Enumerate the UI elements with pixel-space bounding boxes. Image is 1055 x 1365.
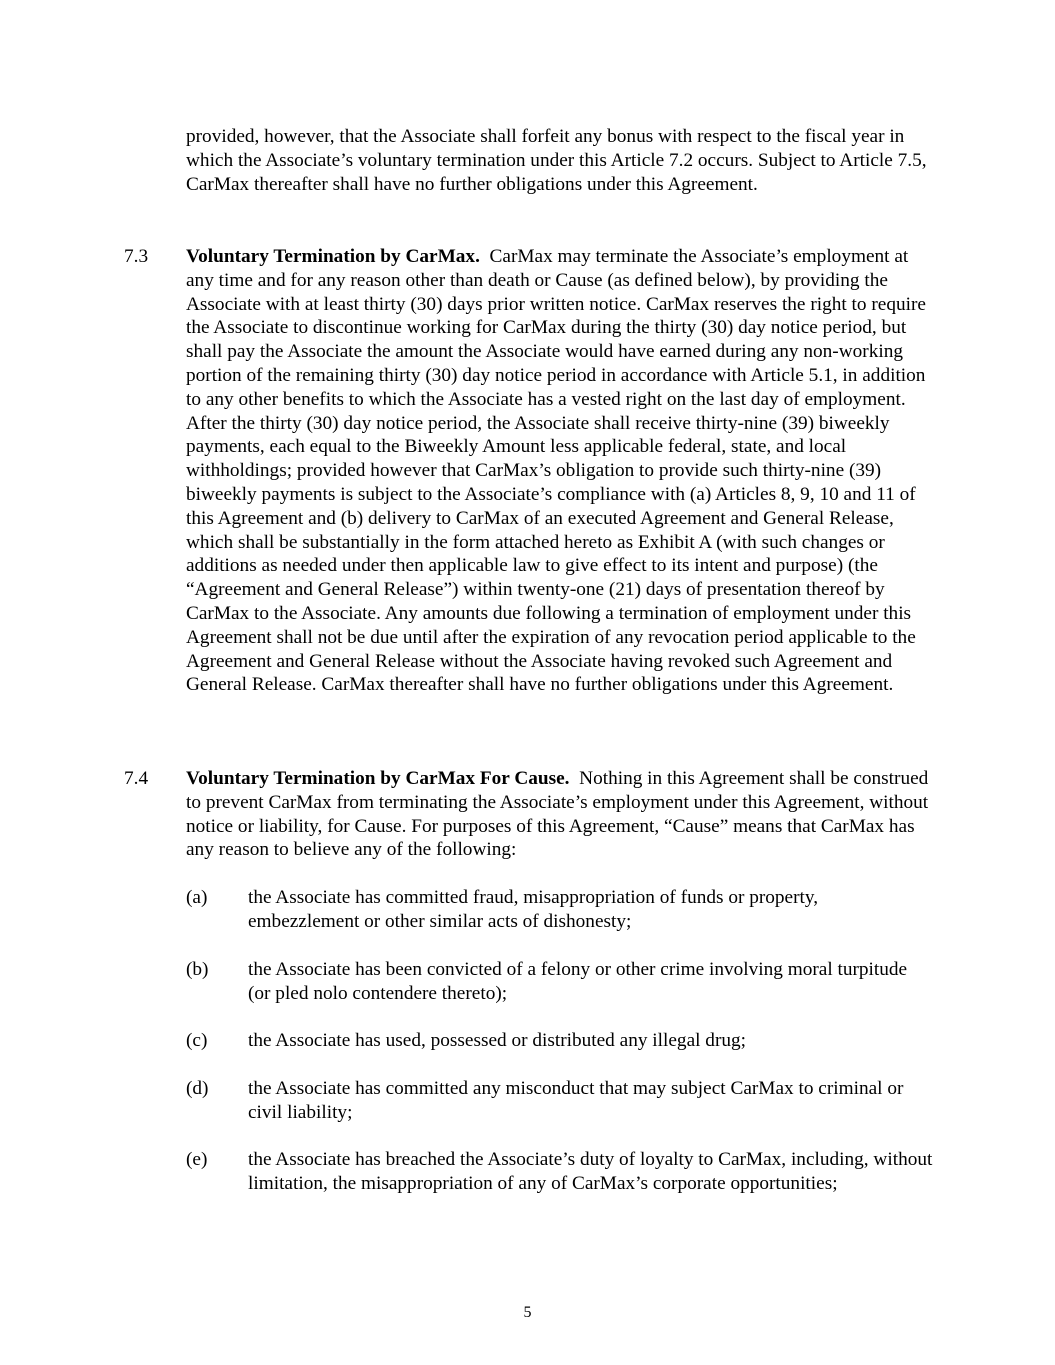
list-item [186, 958, 934, 1006]
section-text: CarMax may terminate the Associate’s employment at any time and for any reason other than death or Cause (as defined below), by providing the Associate with at least thirty (30) days prior written notice. CarMax reserves the right to require the Associate to discontinue working for CarMax during the thirty (30) day notice period, but shall pay the Associate the amount the Associate would have earned during any non-working portion of the remaining thirty (30) day notice period in accordance with Article 5.1, in addition to any other benefits to which the Associate has a vested right on the last day of employment. After the thirty (30) day notice period, the Associate shall receive thirty-nine (39) biweekly payments, each equal to the Biweekly Amount less applicable federal, state, and local withholdings; provided however that CarMax’s obligation to provide such thirty-nine (39) biweekly payments is subject to the Associate’s compliance with (a) Articles 8, 9, 10 and 11 of this Agreement and (b) delivery to CarMax of an executed Agreement and General Release, which shall be substantially in the form attached hereto as Exhibit A (with such changes or additions as needed under then applicable law to give effect to its intent and purpose) (the “Agreement and General Release”) within twenty-one (21) days of presentation thereof by CarMax to the Associate. Any amounts due following a termination of employment under this Agreement shall not be due until after the expiration of any revocation period applicable to the Agreement and General Release without the Associate having revoked such Agreement and General Release. CarMax thereafter shall have no further obligations under this Agreement. [186, 246, 926, 696]
continuation-paragraph: provided, however, that the Associate shall forfeit any bonus with respect to the fiscal year in which the Associate’s voluntary termination under this Article 7.2 occurs. Subject to Article 7.5, CarMax thereafter shall have no further obligations under this Agreement. [186, 126, 927, 195]
section-body [186, 767, 931, 862]
list-item-label: (c) [186, 1030, 208, 1051]
section-body [186, 245, 931, 697]
list-item-label: (d) [186, 1078, 209, 1099]
section-text: Nothing in this Agreement shall be construed to prevent CarMax from terminating the Associate’s employment under this Agreement, without notice or liability, for Cause. For purposes of this Agreement, “Cause” means that CarMax has any reason to believe any of the following: [186, 768, 929, 861]
section-number: 7.4 [124, 768, 149, 789]
list-item [186, 1148, 934, 1196]
list-item-text: the Associate has been convicted of a felony or other crime involving moral turpitude (or pled nolo contendere thereto); [248, 959, 908, 1004]
list-item-label: (b) [186, 959, 209, 980]
section-7-4 [124, 767, 934, 862]
list-item-text: the Associate has committed any misconduct that may subject CarMax to criminal or civil liability; [248, 1078, 904, 1123]
section-7-3 [124, 245, 934, 697]
section-title: Voluntary Termination by CarMax. [186, 246, 480, 267]
list-item-label: (e) [186, 1149, 208, 1170]
section-number: 7.3 [124, 246, 149, 267]
list-item-text: the Associate has used, possessed or distributed any illegal drug; [248, 1030, 747, 1051]
page-number: 5 [523, 1304, 532, 1321]
section-title: Voluntary Termination by CarMax For Cause. [186, 768, 570, 789]
list-item-text: the Associate has committed fraud, misappropriation of funds or property, embezzlement or other similar acts of dishonesty; [248, 887, 819, 932]
list-item-text: the Associate has breached the Associate’s duty of loyalty to CarMax, including, without limitation, the misappropriation of any of CarMax’s corporate opportunities; [248, 1149, 933, 1194]
list-item-label: (a) [186, 887, 208, 908]
list-item [186, 1029, 934, 1053]
list-item [186, 1077, 934, 1125]
list-item [186, 886, 934, 934]
